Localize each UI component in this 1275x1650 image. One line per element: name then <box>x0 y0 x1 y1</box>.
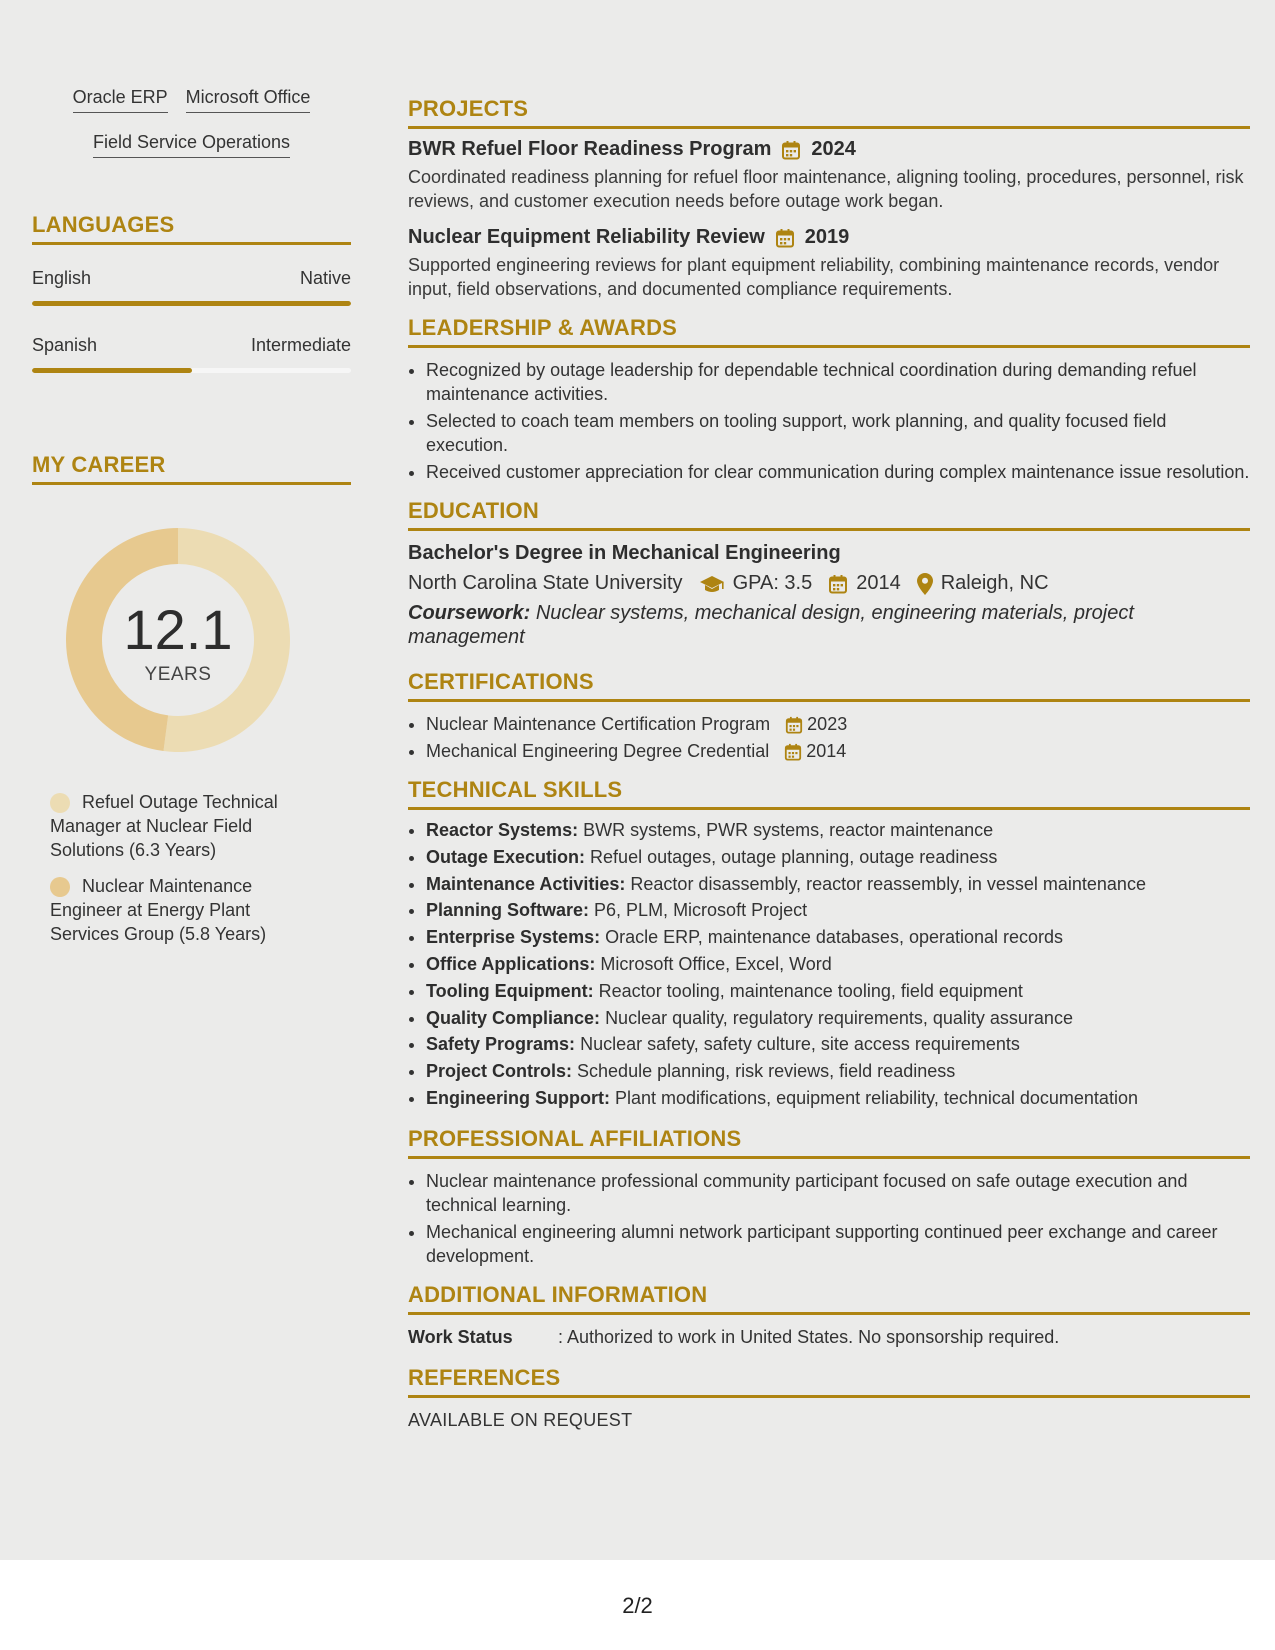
education-heading: EDUCATION <box>408 498 1250 531</box>
legend-dot <box>50 793 70 813</box>
legend-label: Refuel Outage Technical Manager at Nuclear Field Solutions (6.3 Years) <box>50 792 278 860</box>
project-description: Coordinated readiness planning for refuel floor maintenance, aligning tooling, procedures, personnel, risk reviews, and customer execution needs before outage work began. <box>408 167 1244 211</box>
certification-name: Mechanical Engineering Degree Credential <box>426 741 770 761</box>
skill-row <box>426 872 1250 896</box>
project-title: BWR Refuel Floor Readiness Program <box>408 138 772 160</box>
skill-label: Safety Programs: <box>426 1034 576 1055</box>
skill-value: P6, PLM, Microsoft Project <box>594 900 808 921</box>
affiliations-heading: PROFESSIONAL AFFILIATIONS <box>408 1126 1250 1159</box>
list-item: • Selected to coach team members on tooling support, work planning, and quality focused field execution. <box>426 409 1250 457</box>
skill-row <box>426 1032 1250 1056</box>
skill-tag: Microsoft Office <box>186 86 311 113</box>
main-content <box>408 96 1250 1431</box>
career-legend <box>50 790 310 958</box>
coursework-text: Nuclear systems, mechanical design, engineering materials, project management <box>408 602 1134 648</box>
list-item <box>426 712 1250 736</box>
graduation-cap-icon <box>699 571 725 595</box>
coursework <box>408 601 1250 649</box>
certifications-section <box>408 669 1250 763</box>
skill-row <box>426 1006 1250 1030</box>
skill-label: Planning Software: <box>426 900 590 921</box>
skill-value: Reactor tooling, maintenance tooling, field equipment <box>598 980 1023 1001</box>
skill-row <box>426 979 1250 1003</box>
legend-item <box>50 790 310 862</box>
language-bar <box>32 368 351 373</box>
career-unit: YEARS <box>144 664 212 685</box>
skill-label: Project Controls: <box>426 1061 573 1082</box>
projects-section <box>408 96 1250 301</box>
references-heading: REFERENCES <box>408 1365 1250 1398</box>
skill-label: Office Applications: <box>426 953 596 974</box>
skill-value: Refuel outages, outage planning, outage readiness <box>590 846 998 867</box>
skill-row <box>426 898 1250 922</box>
project-year: 2019 <box>804 226 850 248</box>
leadership-heading: LEADERSHIP & AWARDS <box>408 315 1250 348</box>
certifications-heading: CERTIFICATIONS <box>408 669 1250 702</box>
leadership-section <box>408 315 1250 484</box>
skill-label: Maintenance Activities: <box>426 873 626 894</box>
career-total: 12.1 <box>123 598 233 661</box>
language-name: English <box>32 268 92 288</box>
calendar-icon <box>775 225 795 249</box>
education-section <box>408 498 1250 649</box>
list-item: • Received customer appreciation for clear communication during complex maintenance issue resolution. <box>426 460 1250 484</box>
page-number: 2/2 <box>622 1593 653 1618</box>
skill-value: BWR systems, PWR systems, reactor maintenance <box>583 820 994 840</box>
certification-year: 2014 <box>806 741 847 761</box>
certification-name: Nuclear Maintenance Certification Program <box>426 714 771 734</box>
gpa: GPA: 3.5 <box>732 572 813 594</box>
language-bar-fill <box>32 301 351 306</box>
language-bar <box>32 301 351 306</box>
skill-label: Engineering Support: <box>426 1087 610 1108</box>
map-pin-icon <box>917 571 933 595</box>
skill-label: Outage Execution: <box>426 846 586 867</box>
skill-value: Nuclear quality, regulatory requirements, quality assurance <box>605 1007 1073 1028</box>
legend-item <box>50 874 310 946</box>
legend-label: Nuclear Maintenance Engineer at Energy Plant Services Group (5.8 Years) <box>50 876 267 944</box>
skill-row <box>426 1059 1250 1083</box>
skills-section <box>408 777 1250 1110</box>
education-year: 2014 <box>856 572 901 594</box>
work-status-label: Work Status <box>408 1326 513 1347</box>
skill-row <box>426 952 1250 976</box>
references-section <box>408 1365 1250 1431</box>
skill-value: Nuclear safety, safety culture, site access requirements <box>580 1034 1020 1055</box>
list-item: • Mechanical engineering alumni network participant supporting continued peer exchange and career development. <box>426 1220 1250 1268</box>
coursework-label: Coursework: <box>408 602 531 624</box>
skill-value: Reactor disassembly, reactor reassembly, in vessel maintenance <box>630 873 1146 894</box>
additional-heading: ADDITIONAL INFORMATION <box>408 1282 1250 1315</box>
calendar-icon <box>785 712 803 736</box>
project-year: 2024 <box>811 138 856 160</box>
project-title: Nuclear Equipment Reliability Review <box>408 226 765 248</box>
skill-row <box>426 925 1250 949</box>
languages-heading: LANGUAGES <box>32 212 351 245</box>
skill-label: Reactor Systems: <box>426 820 579 840</box>
language-level: Native <box>299 268 351 288</box>
calendar-icon <box>784 739 802 763</box>
skill-value: Schedule planning, risk reviews, field readiness <box>577 1061 956 1082</box>
skill-tag: Oracle ERP <box>73 86 168 113</box>
career-donut <box>66 528 290 752</box>
list-item: • Nuclear maintenance professional community participant focused on safe outage execution and technical learning. <box>426 1169 1250 1217</box>
career-section <box>32 452 351 485</box>
career-heading: MY CAREER <box>32 452 351 485</box>
skill-label: Enterprise Systems: <box>426 927 601 948</box>
skills-heading: TECHNICAL SKILLS <box>408 777 1250 810</box>
language-bar-fill <box>32 368 192 373</box>
legend-dot <box>50 877 70 897</box>
language-level: Intermediate <box>250 335 351 355</box>
skill-label: Tooling Equipment: <box>426 980 594 1001</box>
skill-tag: Field Service Operations <box>93 131 290 158</box>
skill-tags <box>32 86 351 176</box>
list-item: • Recognized by outage leadership for dependable technical coordination during demanding refuel maintenance activities. <box>426 358 1250 406</box>
languages-section <box>32 212 351 373</box>
project-description: Supported engineering reviews for plant equipment reliability, combining maintenance records, vendor input, field observations, and documented compliance requirements. <box>408 255 1220 299</box>
skill-row <box>426 818 1250 842</box>
references-text: AVAILABLE ON REQUEST <box>408 1409 633 1430</box>
education-location: Raleigh, NC <box>940 572 1049 594</box>
affiliations-section <box>408 1126 1250 1268</box>
skill-value: Plant modifications, equipment reliability, technical documentation <box>615 1087 1138 1108</box>
work-status-value: : Authorized to work in United States. No sponsorship required. <box>558 1326 1060 1347</box>
school-name: North Carolina State University <box>408 572 683 594</box>
skill-label: Quality Compliance: <box>426 1007 601 1028</box>
projects-heading: PROJECTS <box>408 96 1250 129</box>
additional-section <box>408 1282 1250 1349</box>
skill-value: Microsoft Office, Excel, Word <box>600 953 832 974</box>
skill-row <box>426 845 1250 869</box>
calendar-icon <box>828 571 848 595</box>
skill-value: Oracle ERP, maintenance databases, operational records <box>605 927 1064 948</box>
degree-title: Bachelor's Degree in Mechanical Engineering <box>408 542 841 564</box>
certification-year: 2023 <box>807 714 848 734</box>
skill-row <box>426 1086 1250 1110</box>
calendar-icon <box>781 137 801 161</box>
language-name: Spanish <box>32 335 98 355</box>
list-item <box>426 739 1250 763</box>
